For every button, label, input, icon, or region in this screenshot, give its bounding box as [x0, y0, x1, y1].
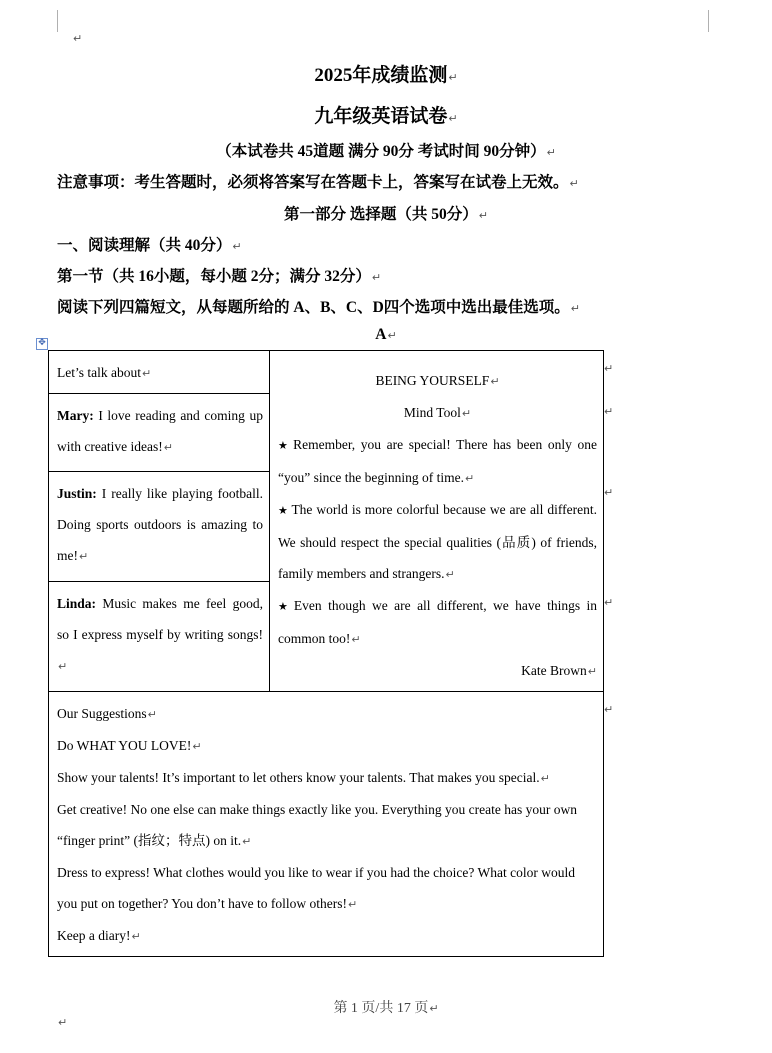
paragraph-mark: ↵: [387, 329, 397, 342]
passage-label: [0, 326, 772, 344]
instruction-text: 阅读下列四篇短文，从每题所给的 A、B、C、D四个选项中选出最佳选项。: [57, 299, 570, 316]
paragraph-mark: ↵: [351, 633, 361, 646]
subsection-heading: [57, 264, 381, 286]
paragraph-mark: ↵: [242, 835, 252, 848]
table-row: [49, 351, 604, 394]
mind-tool-title-text: BEING YOURSELF: [375, 373, 490, 388]
point-2-text: The world is more colorful because we are all different. We should respect the special qualities (品质) of friends, family members and strangers.: [278, 502, 597, 581]
row-end-mark: ↵: [604, 703, 614, 716]
mind-tool-point-2: [278, 494, 597, 590]
star-bullet-icon: ★: [278, 601, 291, 613]
paragraph-mark: ↵: [347, 898, 358, 911]
suggestion-4: [57, 857, 597, 920]
paragraph-mark: ↵: [58, 1016, 68, 1029]
justin-name: Justin:: [57, 485, 97, 501]
paragraph-mark: ↵: [490, 375, 500, 388]
paragraph-mark: ↵: [587, 665, 597, 678]
section-heading-text: 一、阅读理解（共 40分）: [57, 237, 232, 254]
paragraph-mark: ↵: [461, 407, 472, 420]
instruction: [57, 295, 580, 317]
linda-text: Music makes me feel good, so I express myself by writing songs!: [57, 595, 263, 642]
star-bullet-icon: ★: [278, 440, 291, 452]
suggestions-header: [57, 698, 597, 730]
paragraph-mark: ↵: [445, 568, 455, 581]
paragraph-mark: ↵: [73, 32, 83, 45]
suggestion-1: [57, 730, 597, 762]
part-heading: [0, 202, 772, 224]
row-end-mark: ↵: [604, 486, 614, 499]
mind-tool-title: [278, 365, 597, 397]
table-move-handle-icon[interactable]: ✥: [36, 338, 48, 350]
suggestions-header-text: Our Suggestions: [57, 706, 147, 721]
paragraph-mark: ↵: [478, 209, 488, 222]
exam-subtitle: [0, 101, 772, 128]
talk-header-cell: [49, 351, 270, 394]
row-end-mark: ↵: [604, 362, 614, 375]
author-text: Kate Brown: [521, 663, 587, 678]
justin-text: I really like playing football. Doing sports outdoors is amazing to me!: [57, 485, 263, 563]
mary-text: I love reading and coming up with creative ideas!: [57, 408, 263, 454]
suggestion-5-text: Keep a diary!: [57, 928, 131, 943]
point-3-text: Even though we are all different, we have things in common too!: [278, 598, 597, 646]
paragraph-mark: ↵: [147, 708, 157, 721]
page-footer: [0, 997, 772, 1017]
suggestion-3-text: Get creative! No one else can make things exactly like you. Everything you create has your own “finger print” (指纹；特点) on it.: [57, 802, 577, 848]
paragraph-mark: ↵: [448, 112, 458, 125]
mind-tool-subtitle-text: Mind Tool: [403, 405, 461, 420]
exam-info-text: （本试卷共 45道题 满分 90分 考试时间 90分钟）: [216, 143, 546, 160]
suggestion-3: [57, 794, 597, 857]
exam-info: [0, 139, 772, 161]
subsection-heading-text: 第一节（共 16小题，每小题 2分；满分 32分）: [57, 268, 371, 285]
exam-subtitle-text: 九年级英语试卷: [314, 106, 448, 127]
page-number: 第 1 页/共 17 页: [333, 1001, 429, 1016]
author: [278, 655, 597, 687]
row-end-mark: ↵: [604, 596, 614, 609]
linda-name: Linda:: [57, 595, 97, 611]
mind-tool-point-1: [278, 429, 597, 494]
justin-cell: [49, 471, 270, 581]
row-end-mark: ↵: [604, 405, 614, 418]
mind-tool-cell: [270, 351, 604, 692]
mary-name: Mary:: [57, 408, 94, 423]
linda-cell: [49, 581, 270, 691]
mary-cell: [49, 394, 270, 472]
table-row: [49, 692, 604, 957]
paragraph-mark: ↵: [546, 146, 556, 159]
suggestion-1-text: Do WHAT YOU LOVE!: [57, 738, 192, 753]
mind-tool-subtitle: [278, 397, 597, 429]
suggestion-2: [57, 762, 597, 794]
suggestion-4-text: Dress to express! What clothes would you like to wear if you had the choice? What color would you put on together? You don’t have to follow others!: [57, 865, 575, 911]
section-heading: [57, 233, 242, 255]
suggestion-5: [57, 920, 597, 952]
exam-title: [0, 60, 772, 87]
crop-mark-right: [708, 10, 709, 32]
paragraph-mark: ↵: [464, 472, 475, 485]
mind-tool-point-3: [278, 590, 597, 655]
paragraph-mark: ↵: [141, 367, 152, 380]
reading-table: [48, 350, 604, 957]
paragraph-mark: ↵: [429, 1002, 439, 1015]
paragraph-mark: ↵: [79, 549, 89, 563]
paragraph-mark: ↵: [192, 740, 202, 753]
talk-header: Let’s talk about: [57, 365, 141, 380]
point-1-text: Remember, you are special! There has been only one “you” since the beginning of time.: [278, 437, 597, 485]
paragraph-mark: ↵: [232, 240, 242, 253]
paragraph-mark: ↵: [540, 772, 550, 785]
crop-mark-left: [57, 10, 58, 32]
paragraph-mark: ↵: [448, 71, 458, 84]
suggestions-cell: [49, 692, 604, 957]
part-heading-text: 第一部分 选择题（共 50分）: [284, 206, 478, 223]
paragraph-mark: ↵: [131, 930, 141, 943]
paragraph-mark: ↵: [371, 271, 382, 284]
exam-notice: [57, 170, 579, 192]
suggestion-2-text: Show your talents! It’s important to let others know your talents. That makes you special.: [57, 770, 540, 785]
paragraph-mark: ↵: [569, 177, 579, 190]
paragraph-mark: ↵: [570, 302, 581, 315]
paragraph-mark: ↵: [58, 659, 68, 673]
paragraph-mark: ↵: [163, 441, 173, 454]
exam-notice-text: 注意事项：考生答题时，必须将答案写在答题卡上，答案写在试卷上无效。: [57, 174, 569, 191]
star-bullet-icon: ★: [278, 505, 289, 517]
exam-title-text: 2025年成绩监测: [314, 65, 448, 86]
passage-label-text: A: [375, 326, 387, 343]
